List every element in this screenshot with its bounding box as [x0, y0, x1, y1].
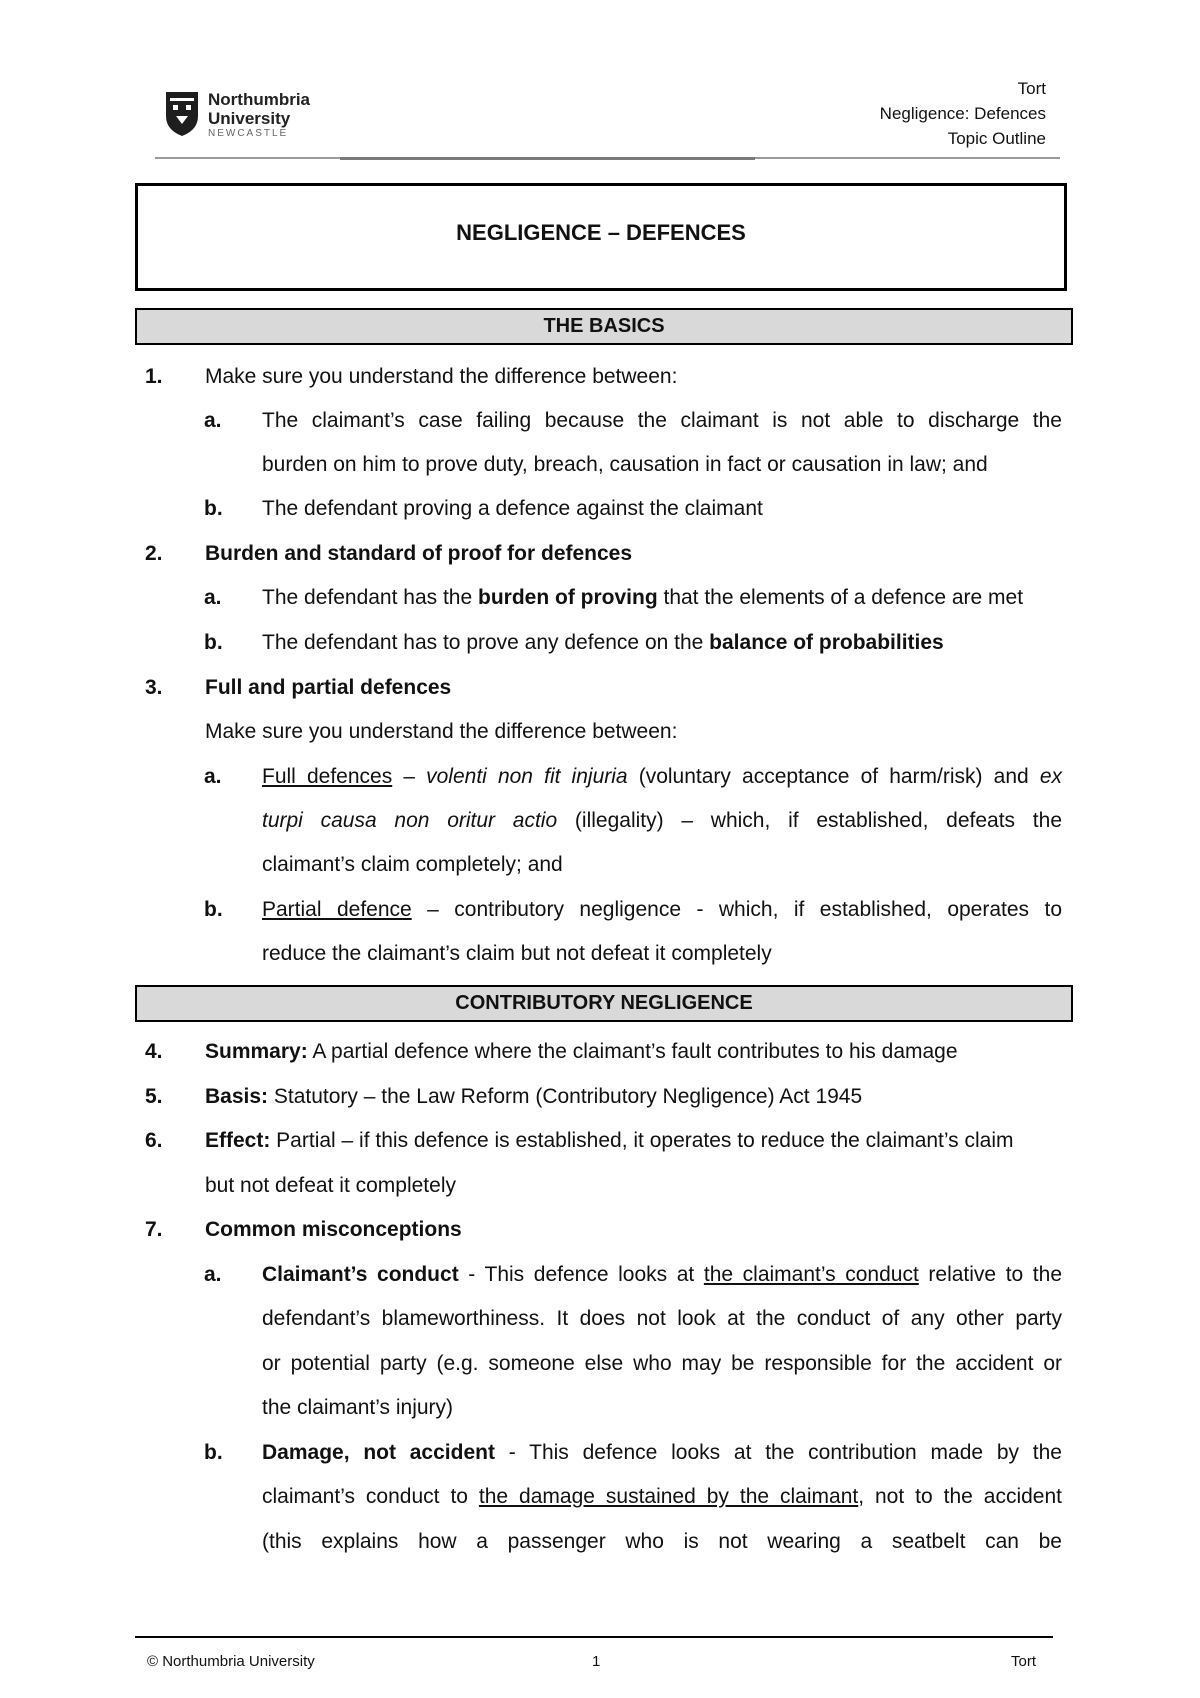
logo-city: NEWCASTLE	[208, 128, 289, 139]
item-number: 4.	[145, 1040, 163, 1063]
sub-item-text: Full defences – volenti non fit injuria (voluntary acceptance of harm/risk) and ex	[262, 765, 1062, 788]
logo-wordmark: Northumbria University	[208, 90, 310, 128]
item-number: 5.	[145, 1085, 163, 1108]
sub-item-label: b.	[204, 631, 223, 654]
sub-item-text: (this explains how a passenger who is not wearing a seatbelt can be	[262, 1530, 1062, 1553]
sub-item-text: Claimant’s conduct - This defence looks at the claimant’s conduct relative to the	[262, 1263, 1063, 1286]
item-number: 7.	[145, 1218, 163, 1241]
sub-item-text: The defendant has the burden of proving that the elements of a defence are met	[262, 586, 1024, 609]
sub-item-text: turpi causa non oritur actio (illegality) – which, if established, defeats the	[262, 809, 1062, 832]
item-text: Make sure you understand the difference between:	[205, 365, 678, 388]
sub-item-label: b.	[204, 497, 223, 520]
university-logo	[164, 90, 334, 140]
sub-item-label: a.	[204, 409, 222, 432]
item-text: Basis: Statutory – the Law Reform (Contributory Negligence) Act 1945	[205, 1085, 863, 1108]
sub-item-text: reduce the claimant’s claim but not defeat it completely	[262, 942, 772, 965]
sub-item-label: a.	[204, 1263, 222, 1286]
header-meta	[880, 76, 1046, 151]
header-doctype: Topic Outline	[947, 129, 1046, 148]
item-text: Summary: A partial defence where the claimant’s fault contributes to his damage	[205, 1040, 958, 1063]
section-heading-contributory: CONTRIBUTORY NEGLIGENCE	[135, 985, 1073, 1022]
footer-copyright: © Northumbria University	[147, 1653, 315, 1670]
header-divider-accent	[340, 157, 755, 160]
sub-item-text: claimant’s claim completely; and	[262, 853, 563, 876]
sub-item-label: b.	[204, 1441, 223, 1464]
sub-item-text: The defendant proving a defence against the claimant	[262, 497, 763, 520]
university-crest-icon	[164, 90, 200, 138]
item-number: 3.	[145, 676, 163, 699]
sub-item-text: defendant’s blameworthiness. It does not look at the conduct of any other party	[262, 1307, 1062, 1330]
section-heading-basics: THE BASICS	[135, 308, 1073, 345]
sub-item-text: or potential party (e.g. someone else who may be responsible for the accident or	[262, 1352, 1062, 1375]
item-heading: Burden and standard of proof for defences	[205, 542, 633, 565]
header-topic: Negligence: Defences	[879, 104, 1046, 123]
item-heading: Common misconceptions	[205, 1218, 462, 1241]
item-text: but not defeat it completely	[205, 1174, 456, 1197]
item-text: Make sure you understand the difference between:	[205, 720, 678, 743]
sub-item-label: a.	[204, 765, 222, 788]
sub-item-text: The defendant has to prove any defence on the balance of probabilities	[262, 631, 944, 654]
sub-item-text: The claimant’s case failing because the claimant is not able to discharge the	[262, 409, 1062, 432]
item-number: 2.	[145, 542, 163, 565]
item-heading: Full and partial defences	[205, 676, 452, 699]
item-number: 1.	[145, 365, 163, 388]
page-title: NEGLIGENCE – DEFENCES	[456, 220, 746, 245]
footer-divider	[135, 1636, 1053, 1638]
header-course: Tort	[1017, 79, 1046, 98]
title-box	[135, 183, 1067, 291]
sub-item-text: Partial defence – contributory negligence - which, if established, operates to	[262, 898, 1062, 921]
item-number: 6.	[145, 1129, 163, 1152]
sub-item-label: a.	[204, 586, 222, 609]
sub-item-text: the claimant’s injury)	[262, 1396, 454, 1419]
item-text: Effect: Partial – if this defence is established, it operates to reduce the claimant’s claim	[205, 1129, 1014, 1152]
sub-item-text: burden on him to prove duty, breach, causation in fact or causation in law; and	[262, 453, 988, 476]
sub-item-text: Damage, not accident - This defence looks at the contribution made by the	[262, 1441, 1062, 1464]
footer-course: Tort	[1011, 1653, 1037, 1670]
sub-item-text: claimant’s conduct to the damage sustained by the claimant, not to the accident	[262, 1485, 1062, 1508]
sub-item-label: b.	[204, 898, 223, 921]
page-number: 1	[592, 1653, 601, 1670]
